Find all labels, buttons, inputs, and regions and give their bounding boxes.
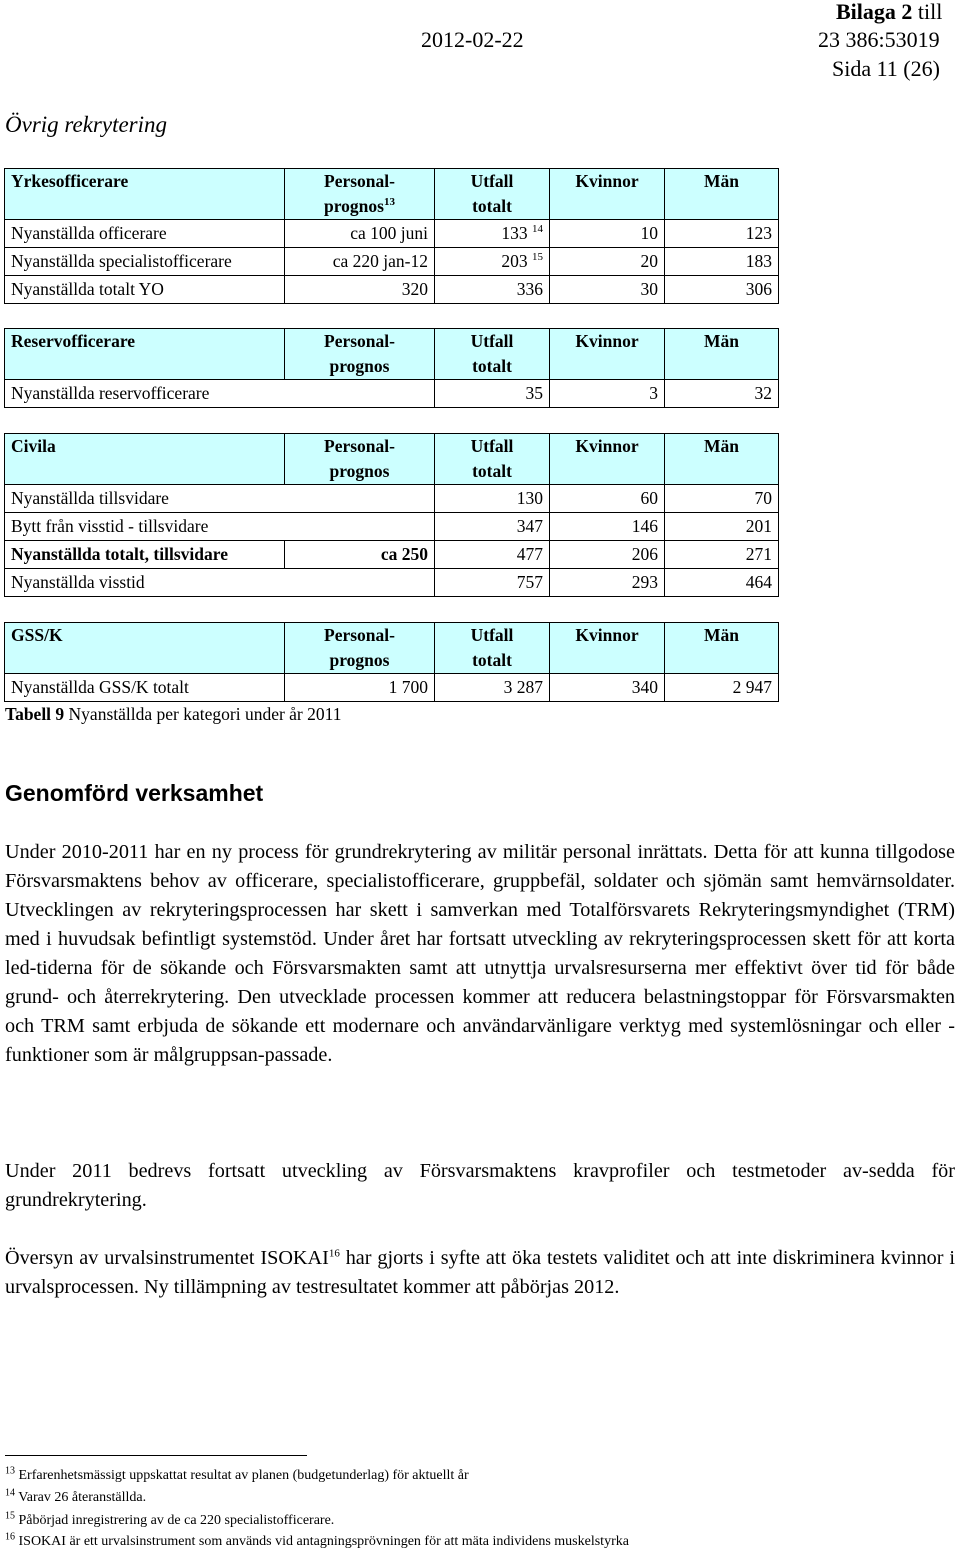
footnote-ref-15: 15 xyxy=(532,251,543,264)
table-row xyxy=(5,513,779,541)
table-title: Civila xyxy=(5,434,285,485)
page-number: Sida 11 (26) xyxy=(832,56,940,81)
table-title: Yrkesofficerare xyxy=(5,169,285,220)
table-yrkesofficerare xyxy=(4,168,779,304)
row-label: Nyanställda officerare xyxy=(5,220,285,248)
cell-utfall: 133 $^{14}$ xyxy=(435,220,550,248)
cell-utfall: 3 287 xyxy=(435,674,550,702)
col-utfall: Utfall totalt xyxy=(435,329,550,380)
table-row xyxy=(5,220,779,248)
col-utfall: Utfall totalt xyxy=(435,434,550,485)
paragraph-1: Under 2010-2011 har en ny process för grundrekrytering av militär personal inrättats. Detta för att kunna tillgodose Försvarsmaktens behov av officerare, specialistofficerare, gruppbefäl, soldater och sjömän samt hemvärnsoldater. Utvecklingen av rekryteringsprocessen har skett i samverkan med Totalförsvarets Rekryteringsmyndighet (TRM) med i huvudsak befintligt systemstöd. Under året har fortsatt utveckling av rekryteringsprocessen skett för att korta led-tiderna för de sökande och Försvarsmakten samt att utnyttja urvalsresurserna mer effektivt över tid för både grund- och återrekrytering. Den utvecklade processen kommer att reducera belastningstoppar för Försvarsmakten och TRM samt erbjuda de sökande ett modernare och användarvänligare verktyg med systemlösningar och eller -funktioner som är målgruppsan-passade. xyxy=(5,841,955,1066)
cell-utfall: 203 $^{15}$ xyxy=(435,248,550,276)
cell-kvinnor: 60 xyxy=(550,485,665,513)
cell-utfall: 130 xyxy=(435,485,550,513)
cell-prognos: ca 250 xyxy=(285,541,435,569)
table-caption xyxy=(5,704,341,725)
cell-kvinnor: 146 xyxy=(550,513,665,541)
paragraph-3 xyxy=(5,1244,955,1302)
cell-utfall: 477 xyxy=(435,541,550,569)
cell-prognos: ca 220 jan-12 xyxy=(285,248,435,276)
col-personalprognos: Personal- prognos xyxy=(285,623,435,674)
table-row xyxy=(5,276,779,304)
row-label: Nyanställda tillsvidare xyxy=(5,485,435,513)
caption-label: Tabell 9 xyxy=(5,704,65,724)
section-title: Övrig rekrytering xyxy=(5,112,168,137)
cell-kvinnor: 206 xyxy=(550,541,665,569)
footnote-ref-14: 14 xyxy=(532,223,543,236)
row-label: Nyanställda visstid xyxy=(5,569,435,597)
row-label: Nyanställda totalt YO xyxy=(5,276,285,304)
table-civila xyxy=(4,433,779,597)
footnote-16: $^{16}$ ISOKAI är ett urvalsinstrument som används vid antagningsprövningen för att mäta individens muskelstyrka xyxy=(5,1531,629,1549)
cell-man: 464 xyxy=(665,569,779,597)
table-header-row xyxy=(5,623,779,674)
footnote-13: $^{13}$ Erfarenhetsmässigt uppskattat resultat av planen (budgetunderlag) för aktuellt år xyxy=(5,1465,469,1483)
table-header-row xyxy=(5,434,779,485)
cell-utfall: 347 xyxy=(435,513,550,541)
col-man: Män xyxy=(665,623,779,674)
cell-man: 306 xyxy=(665,276,779,304)
col-utfall: Utfall totalt xyxy=(435,623,550,674)
cell-kvinnor: 340 xyxy=(550,674,665,702)
col-personalprognos: Personal- prognos xyxy=(285,434,435,485)
cell-kvinnor: 20 xyxy=(550,248,665,276)
col-personalprognos: Personal- prognos xyxy=(285,329,435,380)
paragraph-3-part-a: Översyn av urvalsinstrumentet ISOKAI xyxy=(5,1247,329,1269)
heading-genomford-verksamhet: Genomförd verksamhet xyxy=(5,780,264,806)
cell-man: 123 xyxy=(665,220,779,248)
bilaga-label xyxy=(836,0,942,24)
col-utfall: Utfall totalt xyxy=(435,169,550,220)
cell-utfall: 35 xyxy=(435,380,550,408)
row-label: Nyanställda reservofficerare xyxy=(5,380,435,408)
cell-utfall: 336 xyxy=(435,276,550,304)
table-row xyxy=(5,541,779,569)
table-gssk xyxy=(4,622,779,702)
cell-prognos: 320 xyxy=(285,276,435,304)
col-man: Män xyxy=(665,329,779,380)
col-man: Män xyxy=(665,169,779,220)
cell-prognos: 1 700 xyxy=(285,674,435,702)
cell-man: 70 xyxy=(665,485,779,513)
table-header-row xyxy=(5,329,779,380)
cell-kvinnor: 293 xyxy=(550,569,665,597)
col-kvinnor: Kvinnor xyxy=(550,623,665,674)
footnote-separator xyxy=(5,1455,307,1456)
bilaga-number: Bilaga 2 xyxy=(836,0,913,24)
cell-man: 183 xyxy=(665,248,779,276)
table-row xyxy=(5,485,779,513)
diarienummer: 23 386:53019 xyxy=(818,27,940,52)
row-label: Bytt från visstid - tillsvidare xyxy=(5,513,435,541)
cell-man: 2 947 xyxy=(665,674,779,702)
row-label: Nyanställda specialistofficerare xyxy=(5,248,285,276)
footnote-ref-13: 13 xyxy=(383,196,395,209)
col-man: Män xyxy=(665,434,779,485)
document-date: 2012-02-22 xyxy=(421,27,524,52)
table-row xyxy=(5,380,779,408)
col-kvinnor: Kvinnor xyxy=(550,169,665,220)
bilaga-till: till xyxy=(917,0,943,24)
row-label: Nyanställda totalt, tillsvidare xyxy=(5,541,285,569)
cell-man: 271 xyxy=(665,541,779,569)
cell-prognos: ca 100 juni xyxy=(285,220,435,248)
footnote-ref-16: 16 xyxy=(328,1247,340,1260)
cell-kvinnor: 10 xyxy=(550,220,665,248)
footnote-15: $^{15}$ Påbörjad inregistrering av de ca 220 specialistofficerare. xyxy=(5,1510,335,1528)
caption-text: Nyanställda per kategori under år 2011 xyxy=(68,704,342,724)
cell-utfall: 757 xyxy=(435,569,550,597)
table-header-row xyxy=(5,169,779,220)
table-row xyxy=(5,569,779,597)
footnote-14: $^{14}$ Varav 26 återanställda. xyxy=(5,1487,147,1505)
table-row xyxy=(5,248,779,276)
col-kvinnor: Kvinnor xyxy=(550,329,665,380)
table-title: GSS/K xyxy=(5,623,285,674)
paragraph-2: Under 2011 bedrevs fortsatt utveckling av Försvarsmaktens kravprofiler och testmetoder av-sedda för grundrekrytering. xyxy=(5,1160,955,1211)
cell-kvinnor: 30 xyxy=(550,276,665,304)
cell-man: 201 xyxy=(665,513,779,541)
table-row xyxy=(5,674,779,702)
cell-kvinnor: 3 xyxy=(550,380,665,408)
table-reservofficerare xyxy=(4,328,779,408)
table-title: Reservofficerare xyxy=(5,329,285,380)
paragraph-3-part-b: har gjorts i syfte att öka testets validitet och att inte diskriminera kvinnor i urvalsprocessen. Ny tillämpning av testresultatet kommer att påbörjas 2012. xyxy=(5,1247,955,1298)
cell-man: 32 xyxy=(665,380,779,408)
row-label: Nyanställda GSS/K totalt xyxy=(5,674,285,702)
col-personalprognos: Personal- prognos$^{13}$ xyxy=(285,169,435,220)
col-kvinnor: Kvinnor xyxy=(550,434,665,485)
